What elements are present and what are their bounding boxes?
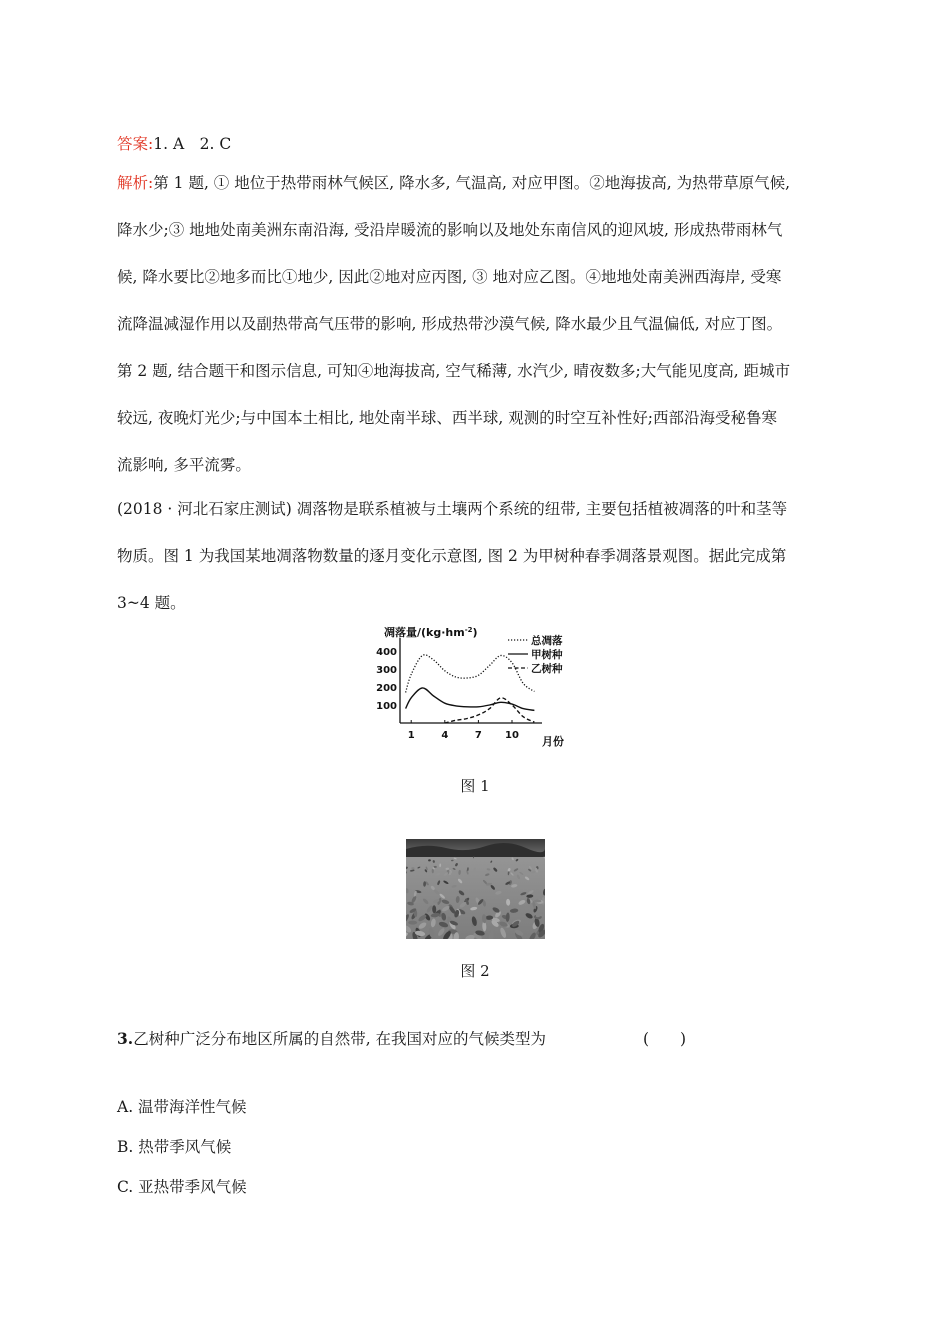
- series-line-2: [406, 688, 535, 711]
- series-line-1: [406, 655, 535, 693]
- question-number: 3.: [117, 1029, 134, 1048]
- figure2-caption: 图 2: [460, 962, 490, 980]
- analysis-text: 第 1 题, ① 地位于热带雨林气候区, 降水多, 气温高, 对应甲图。②地海拔高, 为热带草原气候,: [153, 174, 791, 192]
- y-tick-label: 100: [376, 701, 397, 712]
- chart-series: [406, 655, 535, 723]
- y-tick-label: 200: [376, 683, 397, 694]
- x-axis-label: 月份: [542, 735, 564, 748]
- x-tick-label: 1: [407, 730, 415, 741]
- question-stem: 乙树种广泛分布地区所属的自然带, 在我国对应的气候类型为: [133, 1030, 547, 1048]
- option-a: A. 温带海洋性气候: [117, 1098, 247, 1116]
- analysis-line-6: 较远, 夜晚灯光少;与中国本土相比, 地处南半球、西半球, 观测的时空互补性好;西部沿海受秘鲁寒: [117, 409, 778, 427]
- analysis-line-5: 第 2 题, 结合题干和图示信息, 可知④地海拔高, 空气稀薄, 水汽少, 晴夜数多;大气能见度高, 距城市: [117, 362, 791, 380]
- answer-parentheses: ( ): [643, 1030, 687, 1048]
- leaf: [432, 869, 434, 874]
- y-tick-label: 400: [376, 647, 397, 658]
- answer-text: 1. A 2. C: [153, 135, 232, 153]
- intro-line-2: 物质。图 1 为我国某地凋落物数量的逐月变化示意图, 图 2 为甲树种春季凋落景观图。据此完成第: [117, 547, 787, 565]
- option-b: B. 热带季风气候: [117, 1138, 232, 1156]
- intro-line-3: 3~4 题。: [117, 594, 186, 612]
- answer-label: 答案:: [117, 135, 154, 153]
- option-c: C. 亚热带季风气候: [117, 1178, 247, 1196]
- figure1-caption: 图 1: [460, 777, 490, 795]
- y-axis-label: 凋落量$/(kg\cdot hm^{-2})$: [384, 626, 478, 639]
- analysis-line-3: 候, 降水要比②地多而比①地少, 因此②地对应丙图, ③ 地对应乙图。④地地处南美洲西海岸, 受寒: [117, 268, 782, 286]
- analysis-line-7: 流影响, 多平流雾。: [117, 456, 251, 474]
- question3-stem-line: [117, 1027, 546, 1049]
- legend-label: 甲树种: [531, 649, 563, 661]
- intro-line-1: (2018 · 河北石家庄测试) 凋落物是联系植被与土壤两个系统的纽带, 主要包括植被凋落的叶和茎等: [117, 500, 788, 518]
- legend-label: 乙树种: [531, 663, 563, 675]
- x-tick-label: 10: [505, 730, 519, 741]
- legend-label: 总凋落: [531, 635, 563, 647]
- analysis-label: 解析:: [117, 174, 154, 192]
- series-line-3: [445, 698, 535, 723]
- analysis-line-2: 降水少;③ 地地处南美洲东南沿海, 受沿岸暖流的影响以及地处东南信风的迎风坡, 形成热带雨林气: [117, 221, 783, 239]
- figure1-chart: [370, 620, 585, 752]
- x-tick-label: 4: [441, 730, 449, 741]
- y-tick-label: 300: [376, 665, 397, 676]
- x-tick-label: 7: [474, 730, 482, 741]
- figure2-photo: [406, 839, 545, 939]
- leaf: [408, 921, 417, 925]
- answer-line: [117, 132, 231, 154]
- analysis-line-1: [117, 171, 790, 193]
- analysis-line-4: 流降温减湿作用以及副热带高气压带的影响, 形成热带沙漠气候, 降水最少且气温偏低, 对应丁图。: [117, 315, 783, 333]
